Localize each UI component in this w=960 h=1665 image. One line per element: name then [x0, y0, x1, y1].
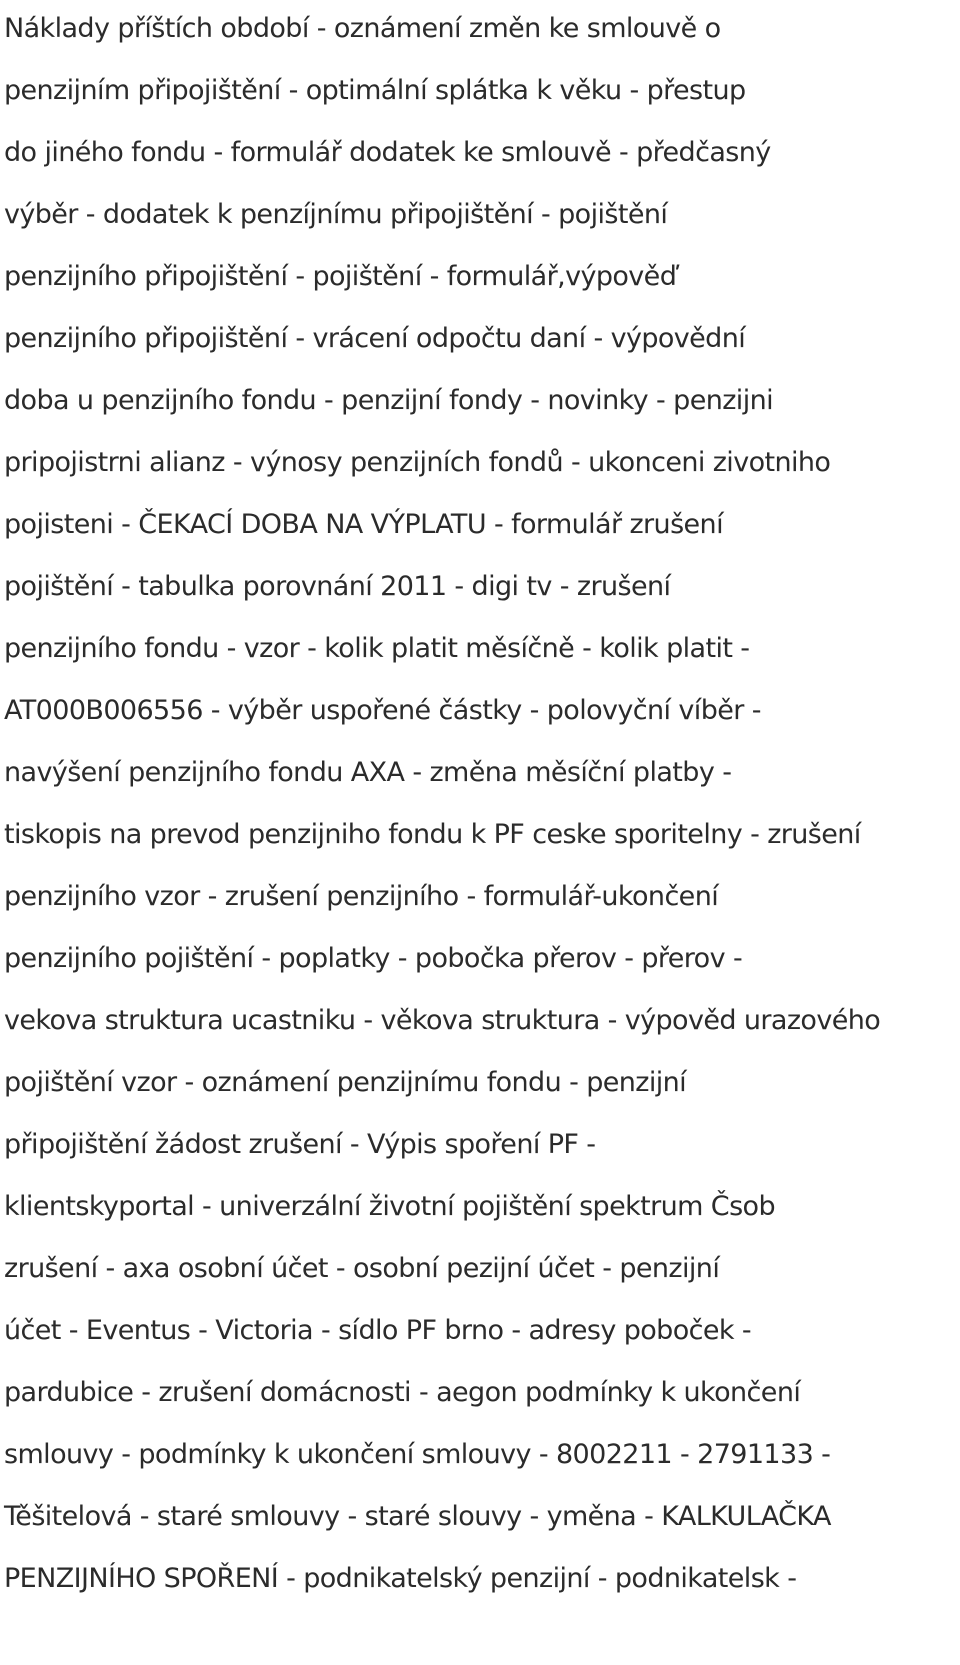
- text-line: penzijního připojištění - pojištění - formulář,výpověď: [4, 261, 677, 292]
- text-line: pojištění - tabulka porovnání 2011 - digi tv - zrušení: [4, 571, 671, 602]
- text-line: penzijního připojištění - vrácení odpočtu daní - výpovědní: [4, 323, 746, 354]
- text-line: AT000B006556 - výběr uspořené částky - polovyční víběr -: [4, 695, 761, 726]
- text-line: penzijního fondu - vzor - kolik platit měsíčně - kolik platit -: [4, 633, 750, 664]
- text-line: Těšitelová - staré smlouvy - staré slouvy - yměna - KALKULAČKA: [4, 1501, 831, 1532]
- text-line: smlouvy - podmínky k ukončení smlouvy - 8002211 - 2791133 -: [4, 1439, 831, 1470]
- text-line: výběr - dodatek k penzíjnímu připojištění - pojištění: [4, 199, 668, 230]
- text-line: Náklady příštích období - oznámení změn ke smlouvě o: [4, 13, 721, 44]
- text-line: klientskyportal - univerzální životní pojištění spektrum Čsob: [4, 1191, 775, 1222]
- text-line: pripojistrni alianz - výnosy penzijních fondů - ukonceni zivotniho: [4, 447, 831, 478]
- text-line: tiskopis na prevod penzijniho fondu k PF ceske sporitelny - zrušení: [4, 819, 861, 850]
- text-line: doba u penzijního fondu - penzijní fondy - novinky - penzijni: [4, 385, 774, 416]
- text-line: pojištění vzor - oznámení penzijnímu fondu - penzijní: [4, 1067, 687, 1098]
- text-line: pojisteni - ČEKACÍ DOBA NA VÝPLATU - formulář zrušení: [4, 509, 723, 540]
- text-line: účet - Eventus - Victoria - sídlo PF brno - adresy poboček -: [4, 1315, 752, 1346]
- text-line: připojištění žádost zrušení - Výpis spoření PF -: [4, 1129, 596, 1160]
- text-line: PENZIJNÍHO SPOŘENÍ - podnikatelský penzijní - podnikatelsk -: [4, 1563, 797, 1594]
- text-line: pardubice - zrušení domácnosti - aegon podmínky k ukončení: [4, 1377, 801, 1408]
- text-line: navýšení penzijního fondu AXA - změna měsíční platby -: [4, 757, 732, 788]
- text-line: vekova struktura ucastniku - věkova struktura - výpověd urazového: [4, 1005, 881, 1036]
- text-line: penzijním připojištění - optimální splátka k věku - přestup: [4, 75, 746, 106]
- text-line: penzijního vzor - zrušení penzijního - formulář-ukončení: [4, 881, 719, 912]
- text-line: zrušení - axa osobní účet - osobní pezijní účet - penzijní: [4, 1253, 720, 1284]
- text-line: do jiného fondu - formulář dodatek ke smlouvě - předčasný: [4, 137, 771, 168]
- text-line: penzijního pojištění - poplatky - pobočka přerov - přerov -: [4, 943, 743, 974]
